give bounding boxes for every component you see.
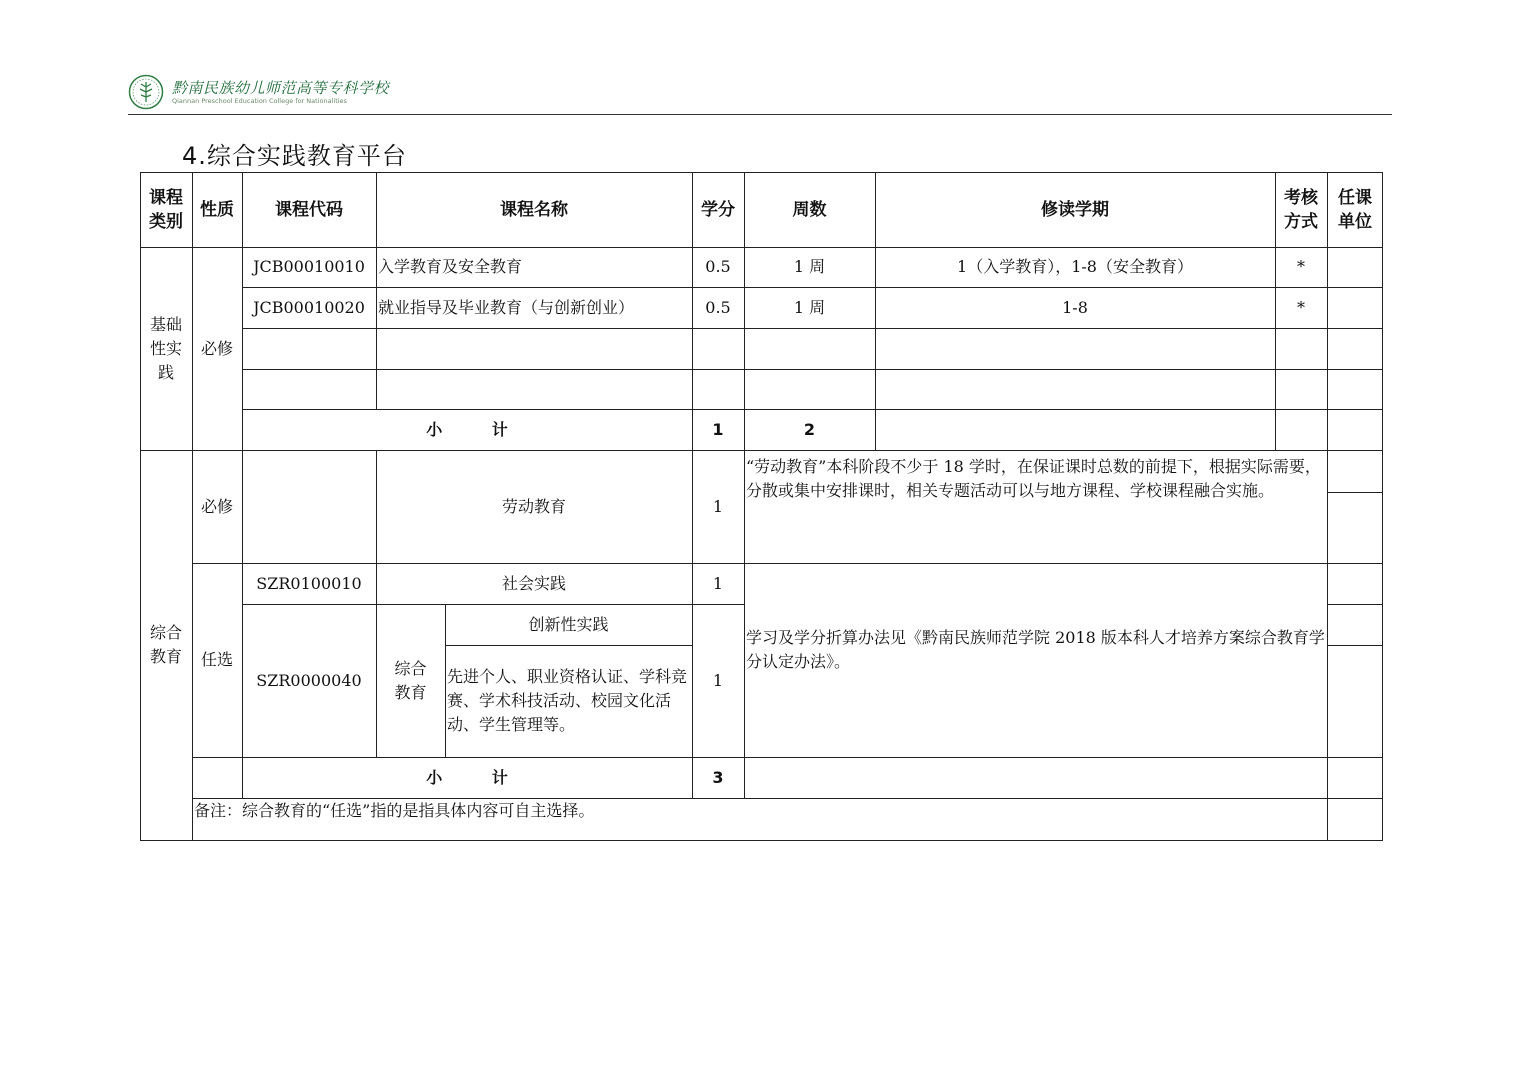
page-header <box>128 72 1392 115</box>
section-title: 4.综合实践教育平台 <box>182 142 407 170</box>
basic-nature: 必修 <box>200 338 233 358</box>
social-code: SZR0100010 <box>256 573 362 593</box>
elective-nature: 任选 <box>200 650 233 669</box>
comp-group: 综合 教育 <box>394 658 427 702</box>
comprehensive-category: 综合 教育 <box>149 623 182 666</box>
course-credit: 0.5 <box>705 297 731 317</box>
course-name: 入学教育及安全教育 <box>378 257 523 276</box>
comp-credit: 1 <box>712 670 724 690</box>
header-unit: 任课 单位 <box>1338 187 1372 232</box>
school-name: 黔南民族幼儿师范高等专科学校 <box>172 79 390 97</box>
social-credit: 1 <box>712 573 724 593</box>
course-code: JCB00010020 <box>253 297 365 317</box>
basic-subtotal-label: 小 计 <box>426 419 530 439</box>
header-semester: 修读学期 <box>1041 199 1109 220</box>
labor-note: “劳动教育”本科阶段不少于 18 学时，在保证课时总数的前提下，根据实际需要，分散或集中安排课时，相关专题活动可以与地方课程、学校课程融合实施。 <box>746 457 1321 500</box>
comp-subtotal-credit: 3 <box>712 767 724 787</box>
table-rule <box>1327 645 1383 646</box>
basic-subtotal-weeks: 2 <box>803 419 816 439</box>
social-name: 社会实践 <box>501 573 566 593</box>
innov-name: 创新性实践 <box>528 614 609 634</box>
course-weeks: 1 周 <box>793 297 826 317</box>
header-credit: 学分 <box>701 199 735 220</box>
table-rule <box>242 328 1383 329</box>
course-name: 就业指导及毕业教育（与创新创业） <box>378 297 635 317</box>
course-semester: 1-8 <box>1062 297 1088 317</box>
course-credit: 0.5 <box>705 257 731 276</box>
basic-subtotal-credit: 1 <box>712 419 724 439</box>
course-assessment: * <box>1297 257 1305 276</box>
header-assessment: 考核 方式 <box>1284 187 1318 232</box>
header-category: 课程 类别 <box>149 187 183 232</box>
school-logo-icon <box>128 74 164 110</box>
table-border-bottom <box>140 840 1383 841</box>
table-rule <box>140 450 1383 451</box>
other-name: 先进个人、职业资格认证、学科竞赛、学术科技活动、校园文化活动、学生管理等。 <box>447 667 688 734</box>
course-code: JCB00010010 <box>253 257 365 276</box>
header-name: 课程名称 <box>500 199 568 220</box>
header-weeks: 周数 <box>792 199 827 220</box>
labor-credit: 1 <box>712 496 724 516</box>
table-rule <box>1327 172 1328 841</box>
course-table <box>140 172 1383 841</box>
table-rule <box>242 369 1383 370</box>
school-name-en: Qiannan Preschool Education College for Nationalities <box>172 97 347 105</box>
course-semester: 1（入学教育），1-8（安全教育） <box>957 257 1193 276</box>
remark: 备注：综合教育的“任选”指的是指具体内容可自主选择。 <box>194 801 595 820</box>
basic-category: 基础 性实 践 <box>149 314 182 382</box>
table-rule <box>1327 604 1383 605</box>
labor-name: 劳动教育 <box>501 496 566 516</box>
comp-code: SZR0000040 <box>256 670 362 690</box>
table-rule <box>1327 492 1383 493</box>
labor-nature: 必修 <box>200 496 233 516</box>
elective-note: 学习及学分折算办法见《黔南民族师范学院 2018 版本科人才培养方案综合教育学分认定办法》。 <box>746 628 1325 671</box>
comp-subtotal-label: 小 计 <box>426 767 530 787</box>
table-border-right <box>1382 172 1383 841</box>
course-assessment: * <box>1297 297 1305 317</box>
header-nature: 性质 <box>200 199 234 220</box>
course-weeks: 1 周 <box>793 257 826 276</box>
header-code: 课程代码 <box>275 199 343 220</box>
